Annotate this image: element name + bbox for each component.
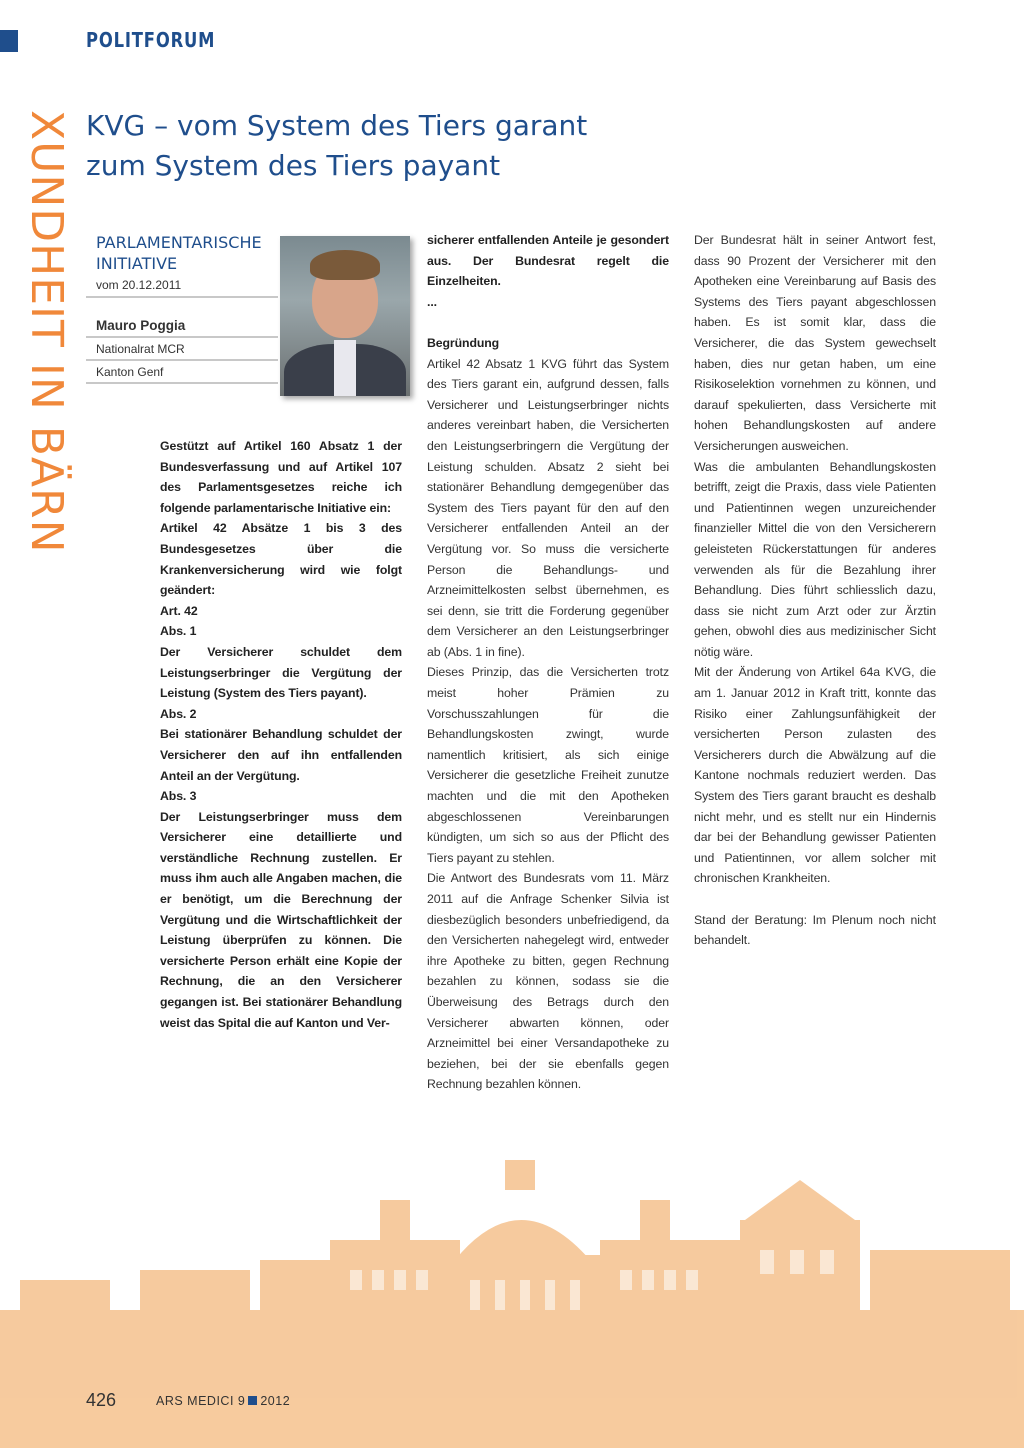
author-canton: Kanton Genf <box>86 361 278 384</box>
headline-line-1: KVG – vom System des Tiers garant <box>86 109 588 142</box>
headline-line-2: zum System des Tiers payant <box>86 149 501 182</box>
abs3-text: Der Leistungserbringer muss dem Versicherer eine detaillierte und verständliche Rechnung zustellen. Er muss ihm auch alle Angaben machen, die er benötigt, um die Berechnung der Vergütung und die Wirtschaftlichkeit der Leistung überprüfen zu können. Die versicherte Person erhält eine Kopie der Rechnung, die an den Versicherer gegangen ist. Bei stationärer Behandlung weist das Spital die auf Kanton und Ver- <box>160 809 402 1030</box>
initiative-date: vom 20.12.2011 <box>86 274 278 298</box>
abs1-heading: Abs. 1 <box>160 624 197 639</box>
abs1-text: Der Versicherer schuldet dem Leistungserbringer die Vergütung der Leistung (System des Tiers payant). <box>160 644 402 701</box>
parliament-building-illustration <box>0 1160 1024 1448</box>
page-footer <box>86 1390 291 1411</box>
federal-council-column <box>694 230 936 951</box>
author-portrait <box>280 236 410 396</box>
side-title <box>21 110 72 554</box>
author-role: Nationalrat MCR <box>86 338 278 361</box>
abs2-text: Bei stationärer Behandlung schuldet der Versicherer den auf ihn entfallenden Anteil an der Vergütung. <box>160 727 402 783</box>
article-heading: Art. 42 <box>160 603 198 618</box>
column3-paragraph-3: Mit der Änderung von Artikel 64a KVG, die am 1. Januar 2012 in Kraft tritt, konnte das Risiko einer Zahlungsunfähigkeit der versicherten Person zulasten des Versicherers durch die Abwälzung auf die Kantone nochmals reduziert werden. Das System des Tiers garant braucht es deshalb nicht mehr, und es stellt nur ein Hindernis dar bei der Behandlung gewisser Patienten und Patientinnen, vor allem solcher mit chronischen Krankheiten. <box>694 665 936 886</box>
abs2-heading: Abs. 2 <box>160 706 197 721</box>
column3-paragraph-2: Was die ambulanten Behandlungskosten betrifft, zeigt die Praxis, dass viele Patienten und Patientinnen wegen unzureichender finanzieller Mittel die von den Versicherern geleisteten Rückerstattungen für anderes verwenden als für die Bezahlung ihrer Behandlung. Dies führt schliesslich dazu, dass sie nicht zum Arzt oder zur Ärztin gehen, obwohl dies aus medizinischer Sicht nötig wäre. <box>694 459 936 659</box>
section-label: POLITFORUM <box>86 28 216 52</box>
abs3-heading: Abs. 3 <box>160 789 197 804</box>
separator-square <box>248 1396 257 1405</box>
initiative-type-line-1: PARLAMENTARISCHE <box>96 233 262 252</box>
deliberation-status: Stand der Beratung: Im Plenum noch nicht behandelt. <box>694 912 936 948</box>
portrait-hair <box>310 250 380 280</box>
amendment-paragraph: Artikel 42 Absätze 1 bis 3 des Bundesgesetzes über die Krankenversicherung wird wie folgt geändert: <box>160 521 402 598</box>
journal-name: ARS MEDICI 9 <box>156 1394 246 1408</box>
portrait-shirt <box>334 340 356 396</box>
initiative-infobox <box>86 232 278 384</box>
ellipsis: ... <box>427 294 437 309</box>
initiative-text-column <box>160 436 402 1033</box>
section-marker <box>0 30 18 52</box>
column3-paragraph-1: Der Bundesrat hält in seiner Antwort fest, dass 90 Prozent der Versicherer mit den Apotheken eine Vereinbarung auf Basis des Systems des Tiers payant abgeschlossen haben. Es ist somit klar, dass die Versicherer, die das System gewechselt haben, dies nur getan haben, um eine Risikoselektion vornehmen zu können, und darauf spekulierten, dass Versicherte mit hohen Behandlungskosten auf andere Versicherungen ausweichen. <box>694 233 936 453</box>
justification-column <box>427 230 669 1095</box>
intro-paragraph: Gestützt auf Artikel 160 Absatz 1 der Bundesverfassung und auf Artikel 107 des Parlamentsgesetzes reiche ich folgende parlamentarische Initiative ein: <box>160 439 402 515</box>
side-title-text: XUNDHEIT IN BÄRN <box>21 110 72 554</box>
page-number: 426 <box>86 1390 117 1410</box>
justification-paragraph-1: Artikel 42 Absatz 1 KVG führt das System des Tiers garant ein, aufgrund dessen, falls Versicherer und Leistungserbringer nichts anderes vereinbart haben, die Versicherten den Leistungserbringern die Vergütung der Leistung schulden. Absatz 2 sieht bei stationärer Behandlung demgegenüber das System des Tiers payant für den auf den Versicherer entfallenden Anteil an der Vergütung vor. So muss die versicherte Person die Behandlungs- und Arzneimittelkosten selbst übernehmen, es sei denn, sie tritt die Forderung gegenüber dem Versicherer an den Leistungserbringer ab (Abs. 1 in fine). <box>427 356 669 659</box>
author-name: Mauro Poggia <box>86 318 278 338</box>
initiative-type-line-2: INITIATIVE <box>96 254 178 273</box>
page-title <box>86 106 646 186</box>
justification-heading: Begründung <box>427 335 500 350</box>
abs3-continuation: sicherer entfallenden Anteile je gesondert aus. Der Bundesrat regelt die Einzelheiten. <box>427 233 669 289</box>
journal-reference <box>156 1394 290 1408</box>
justification-paragraph-2: Dieses Prinzip, das die Versicherten trotz meist hoher Prämien zu Vorschusszahlungen für die Behandlungskosten zwingt, wurde namentlich kritisiert, als sich einige Versicherer die gesetzliche Freiheit zunutze machten und die mit den Apotheken abgeschlossenen Vereinbarungen kündigten, um sich so aus der Pflicht des Tiers payant zu stehlen. <box>427 665 669 865</box>
justification-paragraph-3: Die Antwort des Bundesrats vom 11. März 2011 auf die Anfrage Schenker Silvia ist diesbezüglich besonders unbefriedigend, da den Versicherten nahegelegt wird, entweder ihre Apotheke zu bitten, gegen Rechnung bezahlen zu können, sodass sie die Überweisung des Betrags durch den Versicherer abwarten können, oder Arzneimittel bei einer Versandapotheke zu beziehen, bei der sie ebenfalls gegen Rechnung bezahlen können. <box>427 871 669 1092</box>
journal-year: 2012 <box>260 1394 291 1408</box>
